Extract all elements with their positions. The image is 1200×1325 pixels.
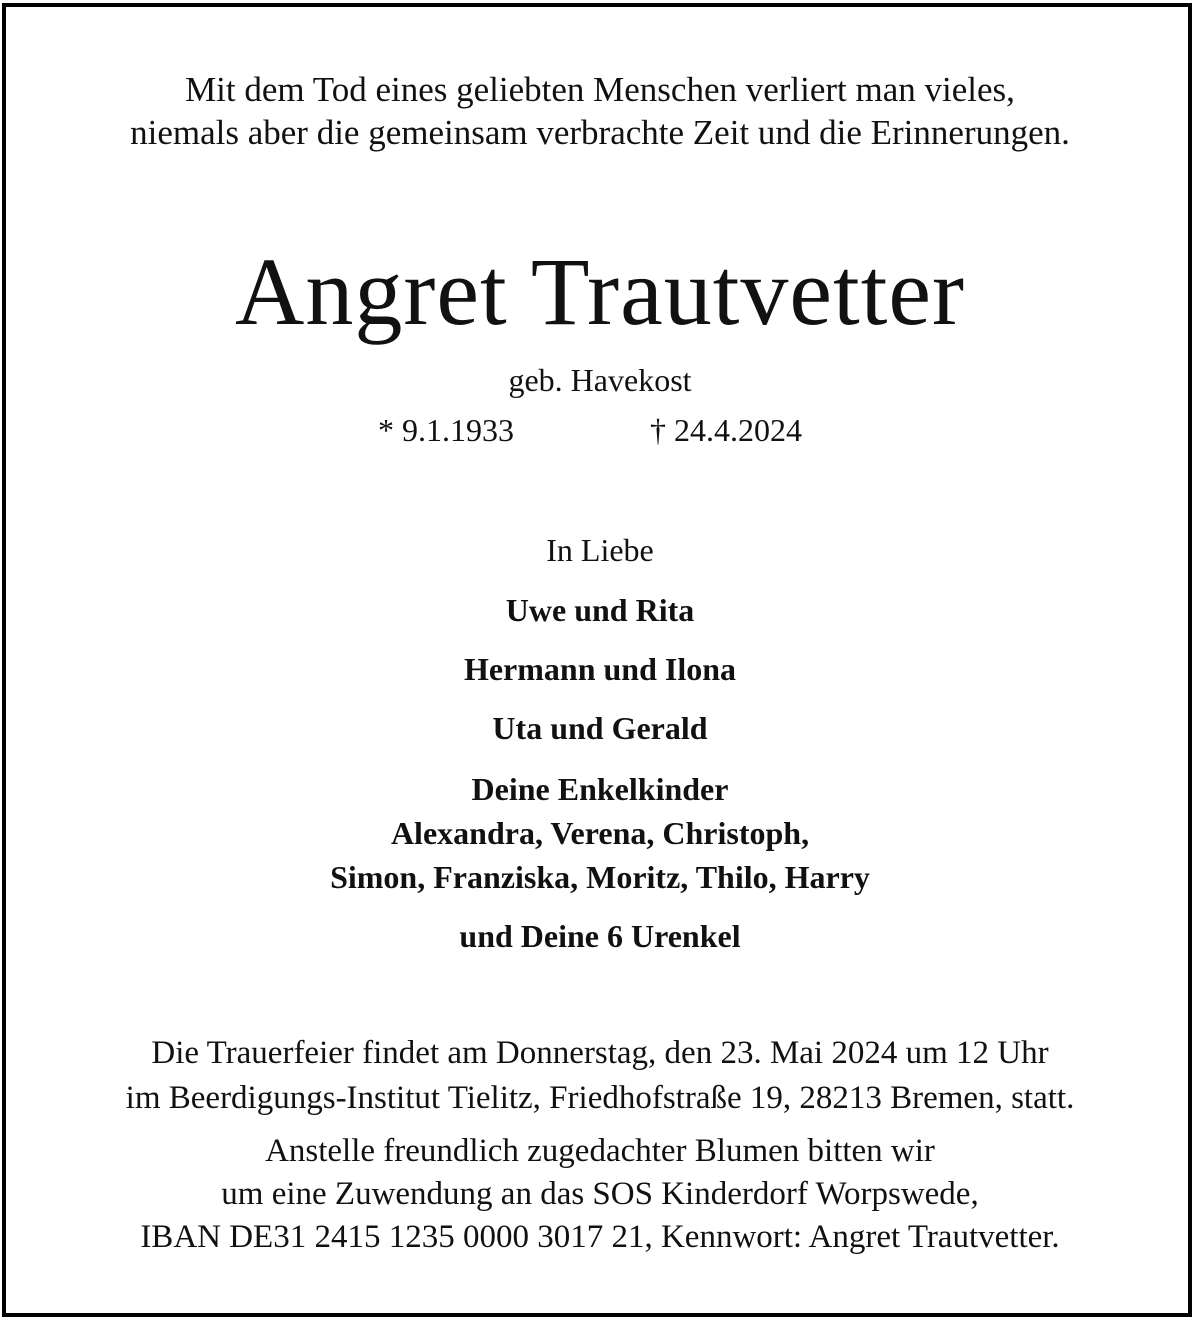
funeral-line-1: Die Trauerfeier findet am Donnerstag, den 23. Mai 2024 um 12 Uhr xyxy=(151,1035,1049,1071)
mourner-line: Uta und Gerald xyxy=(492,710,708,746)
mourner-line: Hermann und Ilona xyxy=(463,651,737,687)
motto-line-2: niemals aber die gemeinsam verbrachte Zeit und die Erinnerungen. xyxy=(130,113,1070,152)
mourner-line: und Deine 6 Urenkel xyxy=(459,918,741,954)
mourner-line: Uwe und Rita xyxy=(505,592,695,628)
mourner-line: Simon, Franziska, Moritz, Thilo, Harry xyxy=(330,859,870,895)
mourner-line: Alexandra, Verena, Christoph, xyxy=(390,815,810,851)
donation-line-1: Anstelle freundlich zugedachter Blumen bitten wir xyxy=(265,1133,935,1169)
donation-line-2: um eine Zuwendung an das SOS Kinderdorf Worpswede, xyxy=(221,1176,979,1212)
birth-date: * 9.1.1933 xyxy=(378,412,514,448)
funeral-line-2: im Beerdigungs-Institut Tielitz, Friedhofstraße 19, 28213 Bremen, statt. xyxy=(125,1080,1075,1116)
death-date: † 24.4.2024 xyxy=(650,412,802,448)
motto-line-1: Mit dem Tod eines geliebten Menschen verliert man vieles, xyxy=(185,70,1015,109)
donation-line-3: IBAN DE31 2415 1235 0000 3017 21, Kennwort: Angret Trautvetter. xyxy=(140,1219,1060,1255)
deceased-name: Angret Trautvetter xyxy=(235,238,965,345)
mourners-intro: In Liebe xyxy=(546,532,654,568)
mourner-line: Deine Enkelkinder xyxy=(471,771,729,807)
maiden-name: geb. Havekost xyxy=(508,362,692,398)
